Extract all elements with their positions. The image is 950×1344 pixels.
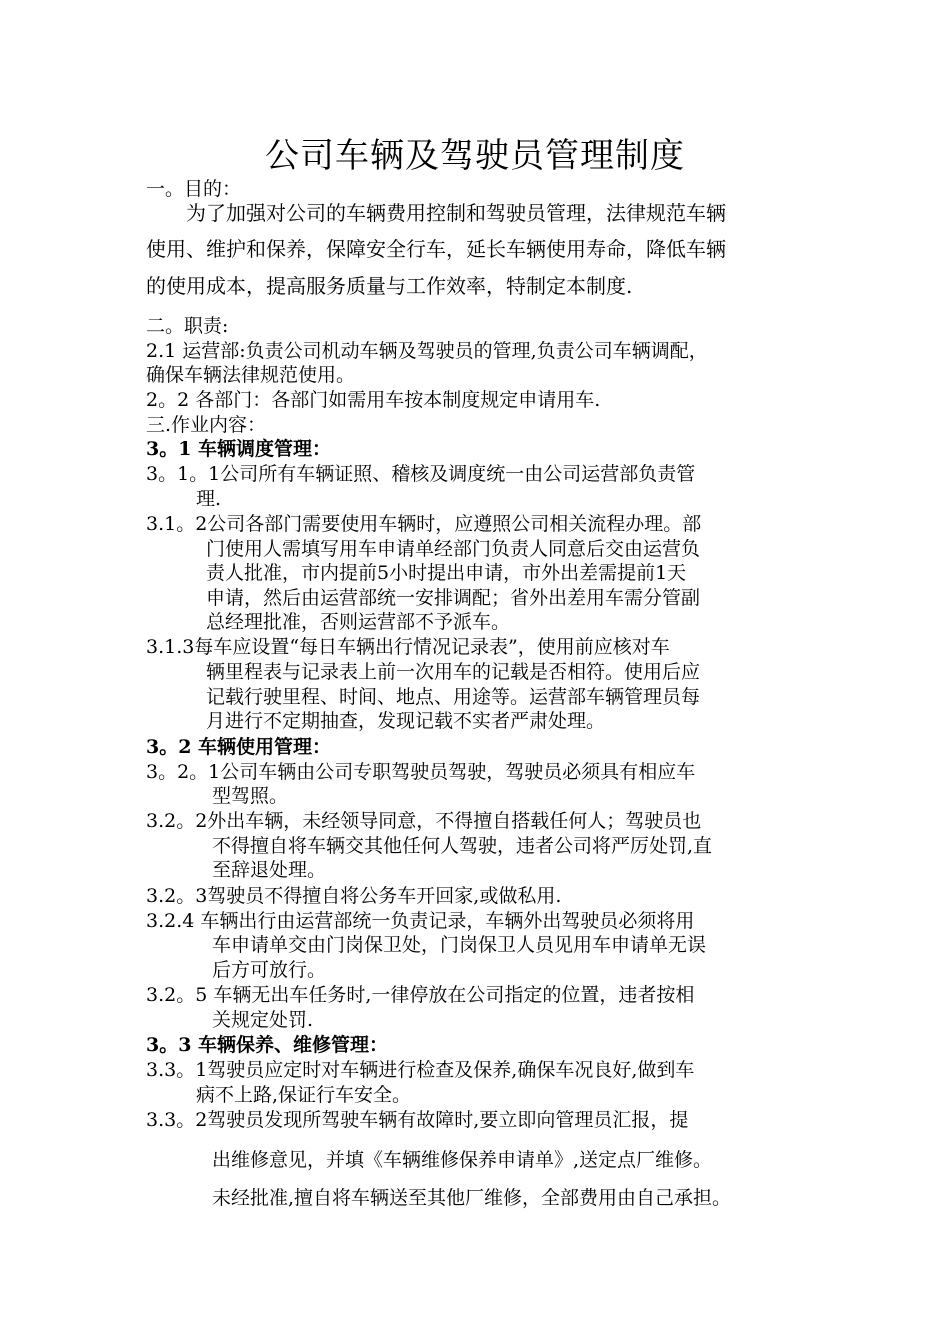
duty-heading: 二。职责: bbox=[146, 315, 229, 337]
section-line: 月进行不定期抽查，发现记载不实者严肃处理。 bbox=[206, 710, 606, 732]
section-line: 未经批准,擅自将车辆送至其他厂维修，全部费用由自己承担。 bbox=[212, 1187, 732, 1209]
section-line: 至辞退处理。 bbox=[212, 859, 327, 881]
section-line: 3.3。2驾驶员发现所驾驶车辆有故障时,要立即向管理员汇报，提 bbox=[146, 1109, 689, 1131]
section-line: 出维修意见，并填《车辆维修保养申请单》,送定点厂维修。 bbox=[212, 1149, 713, 1171]
duty-line: 2.1 运营部:负责公司机动车辆及驾驶员的管理,负责公司车辆调配， bbox=[146, 340, 708, 362]
section-line: 门使用人需填写用车申请单经部门负责人同意后交由运营负 bbox=[206, 538, 701, 560]
section-line: 3.3。1驾驶员应定时对车辆进行检查及保养,确保车况良好,做到车 bbox=[146, 1059, 695, 1081]
section-line: 不得擅自将车辆交其他任何人驾驶，违者公司将严厉处罚,直 bbox=[212, 835, 713, 857]
purpose-line: 的使用成本，提高服务质量与工作效率，特制定本制度. bbox=[146, 274, 633, 298]
purpose-line: 为了加强对公司的车辆费用控制和驾驶员管理，法律规范车辆 bbox=[186, 201, 726, 225]
section-line: 理. bbox=[196, 488, 222, 510]
section-heading-3-2: 3。2 车辆使用管理： bbox=[146, 736, 332, 758]
section-line: 3.2。3驾驶员不得擅自将公务车开回家,或做私用. bbox=[146, 885, 562, 907]
section-line: 3。1。1公司所有车辆证照、稽核及调度统一由公司运营部负责管 bbox=[146, 463, 696, 485]
section-line: 3.2.4 车辆出行由运营部统一负责记录，车辆外出驾驶员必须将用 bbox=[146, 910, 695, 932]
section-line: 记载行驶里程、时间、地点、用途等。运营部车辆管理员每 bbox=[206, 686, 701, 708]
duty-line: 2。2 各部门：各部门如需用车按本制度规定申请用车. bbox=[146, 389, 601, 411]
section-line: 3.2。2外出车辆，未经领导同意，不得擅自搭载任何人；驾驶员也 bbox=[146, 810, 702, 832]
duty-line: 确保车辆法律规范使用。 bbox=[146, 364, 356, 386]
section-line: 3。2。1公司车辆由公司专职驾驶员驾驶，驾驶员必须具有相应车 bbox=[146, 761, 696, 783]
section-line: 辆里程表与记录表上前一次用车的记载是否相符。使用后应 bbox=[206, 661, 701, 683]
section-heading-3-3: 3。3 车辆保养、维修管理： bbox=[146, 1034, 389, 1056]
section-line: 申请，然后由运营部统一安排调配；省外出差用车需分管副 bbox=[206, 587, 701, 609]
document-title: 公司车辆及驾驶员管理制度 bbox=[265, 136, 685, 176]
section-line: 型驾照。 bbox=[212, 785, 289, 807]
section-heading-3-1: 3。1 车辆调度管理： bbox=[146, 438, 332, 460]
purpose-line: 使用、维护和保养，保障安全行车，延长车辆使用寿命，降低车辆 bbox=[146, 237, 726, 261]
section-line: 总经理批准，否则运营部不予派车。 bbox=[206, 611, 511, 633]
section-line: 病不上路,保证行车安全。 bbox=[196, 1084, 412, 1106]
section-line: 3.1。2公司各部门需要使用车辆时，应遵照公司相关流程办理。部 bbox=[146, 513, 702, 535]
section-line: 责人批准，市内提前5小时提出申请，市外出差需提前1天 bbox=[206, 562, 687, 584]
purpose-heading: 一。目的： bbox=[146, 178, 242, 200]
section-line: 后方可放行。 bbox=[212, 959, 327, 981]
section-line: 3.2。5 车辆无出车任务时,一律停放在公司指定的位置，违者按相 bbox=[146, 984, 695, 1006]
work-heading: 三.作业内容： bbox=[146, 414, 267, 436]
section-line: 3.1.3每车应设置“每日车辆出行情况记录表”，使用前应核对车 bbox=[146, 636, 670, 658]
section-line: 车申请单交由门岗保卫处，门岗保卫人员见用车申请单无误 bbox=[212, 934, 707, 956]
section-line: 关规定处罚. bbox=[212, 1009, 314, 1031]
